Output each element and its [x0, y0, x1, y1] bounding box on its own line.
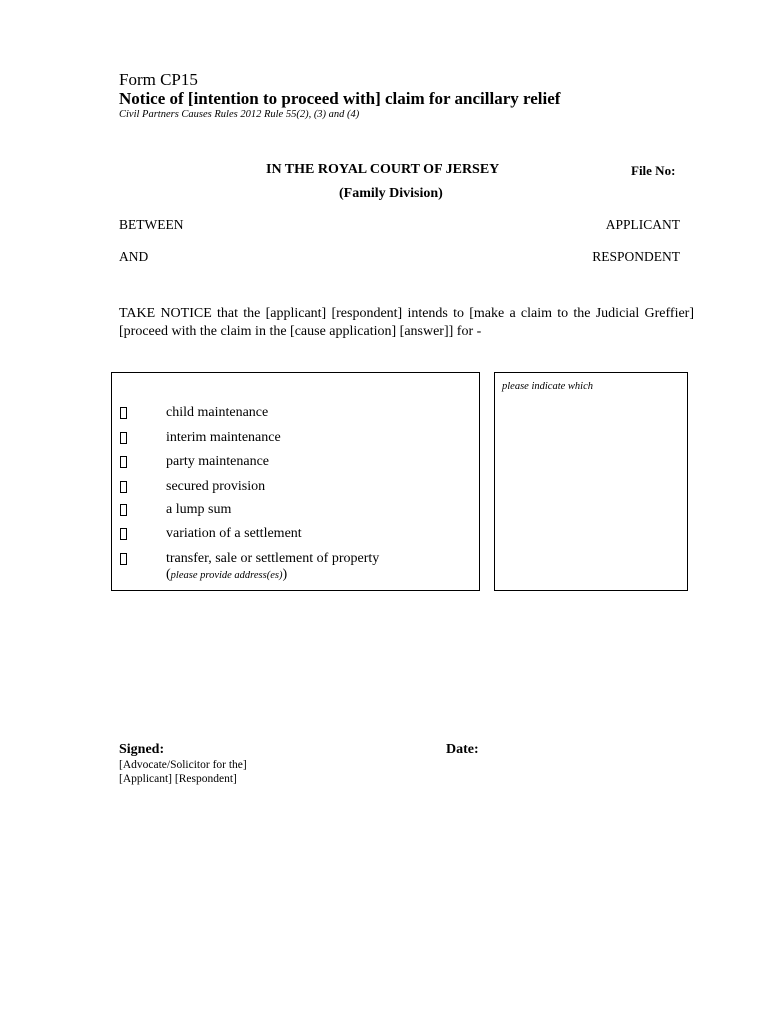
indicate-which-label: please indicate which [502, 381, 593, 392]
property-address-note: (please provide address(es)) [166, 567, 288, 582]
option-label: variation of a settlement [166, 526, 302, 541]
file-no-label: File No: [631, 163, 676, 178]
court-division: (Family Division) [339, 186, 443, 201]
form-id: Form CP15 [119, 70, 198, 89]
checkbox-icon[interactable] [120, 456, 127, 468]
option-label: transfer, sale or settlement of property [166, 551, 380, 566]
checkbox-icon[interactable] [120, 407, 127, 419]
option-label: secured provision [166, 479, 266, 494]
checkbox-icon[interactable] [120, 553, 127, 565]
option-label: a lump sum [166, 502, 232, 517]
signed-label: Signed: [119, 742, 165, 757]
checkbox-icon[interactable] [120, 481, 127, 493]
property-note-text: please provide address(es) [170, 570, 283, 581]
checkbox-icon[interactable] [120, 432, 127, 444]
and-label: AND [119, 249, 149, 264]
notice-paragraph: TAKE NOTICE that the [applicant] [respondent] intends to [make a claim to the Judicial Greffier] [proceed with the claim in the [cause application] [answer]] for - [119, 306, 694, 339]
between-label: BETWEEN [119, 217, 184, 232]
signatory-line-1: [Advocate/Solicitor for the] [119, 759, 247, 771]
option-label: child maintenance [166, 405, 269, 420]
applicant-label: APPLICANT [605, 217, 680, 232]
indicate-which-box[interactable] [494, 372, 688, 591]
relief-options-box [111, 372, 480, 591]
checkbox-icon[interactable] [120, 504, 127, 516]
checkbox-icon[interactable] [120, 528, 127, 540]
court-name: IN THE ROYAL COURT OF JERSEY [266, 162, 500, 177]
signatory-line-2: [Applicant] [Respondent] [119, 773, 237, 785]
respondent-label: RESPONDENT [592, 249, 680, 264]
form-title: Notice of [intention to proceed with] claim for ancillary relief [119, 89, 561, 108]
date-label: Date: [446, 742, 479, 757]
option-label: interim maintenance [166, 430, 281, 445]
rule-reference: Civil Partners Causes Rules 2012 Rule 55(2), (3) and (4) [119, 109, 360, 120]
option-label: party maintenance [166, 454, 270, 469]
